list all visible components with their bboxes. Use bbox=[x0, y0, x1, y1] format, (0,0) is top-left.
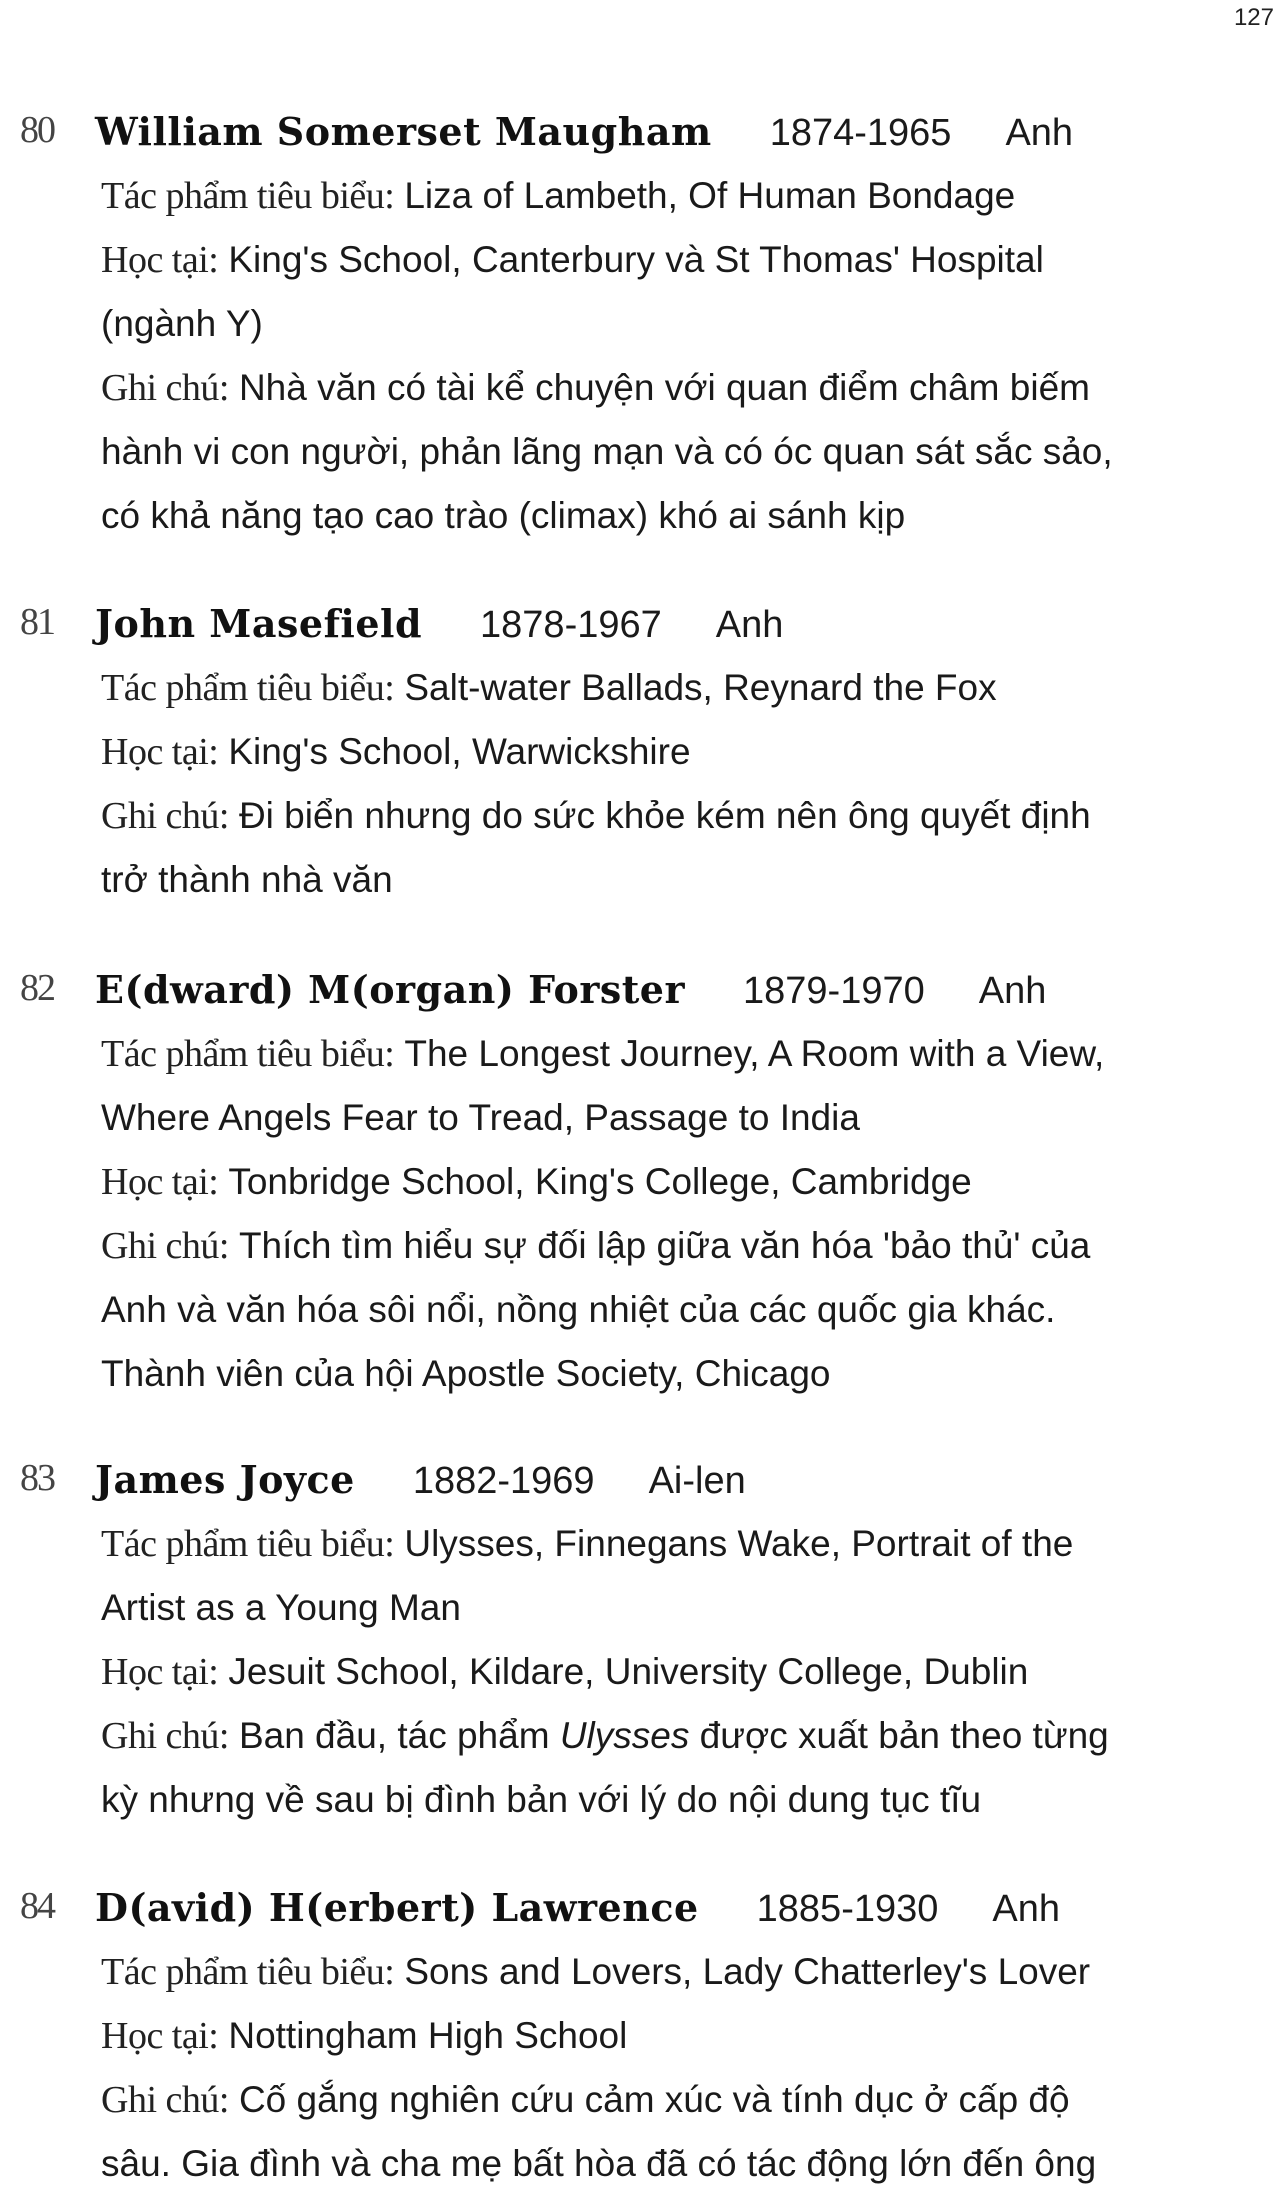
author-name: James Joyce bbox=[95, 1457, 355, 1502]
school-line bbox=[101, 236, 1044, 284]
notes-line bbox=[101, 792, 1091, 840]
works-label: Tác phẩm tiêu biểu: bbox=[101, 175, 395, 217]
works-line bbox=[101, 172, 1015, 220]
entry-number: 80 bbox=[20, 109, 54, 151]
entry-number: 82 bbox=[20, 967, 54, 1009]
author-name: John Masefield bbox=[95, 601, 423, 646]
author-years: 1882-1969 bbox=[412, 1460, 595, 1502]
page-number: 127 bbox=[1233, 4, 1274, 31]
school-label: Học tại: bbox=[101, 2015, 219, 2057]
works-text: The Longest Journey, A Room with a View, bbox=[404, 1033, 1105, 1074]
notes-line bbox=[101, 1222, 1090, 1270]
school-label: Học tại: bbox=[101, 1651, 219, 1693]
entry-heading bbox=[95, 1456, 746, 1513]
school-label: Học tại: bbox=[101, 1161, 219, 1203]
notes-line-cont: Anh và văn hóa sôi nổi, nồng nhiệt của các quốc gia khác. bbox=[101, 1289, 1056, 1330]
school-text: Tonbridge School, King's College, Cambridge bbox=[228, 1161, 972, 1202]
school-line bbox=[101, 2012, 627, 2060]
author-years: 1874-1965 bbox=[769, 112, 952, 154]
works-text: Salt-water Ballads, Reynard the Fox bbox=[404, 667, 997, 708]
works-line bbox=[101, 1520, 1073, 1568]
works-line bbox=[101, 1030, 1104, 1078]
author-name: D(avid) H(erbert) Lawrence bbox=[95, 1885, 699, 1930]
notes-label: Ghi chú: bbox=[101, 2079, 229, 2121]
notes-label: Ghi chú: bbox=[101, 1225, 229, 1267]
notes-line-cont: kỳ nhưng về sau bị đình bản với lý do nội dung tục tĩu bbox=[101, 1779, 982, 1820]
author-country: Anh bbox=[715, 604, 784, 646]
school-text: Nottingham High School bbox=[228, 2015, 628, 2056]
notes-line bbox=[101, 364, 1090, 412]
school-text: King's School, Warwickshire bbox=[228, 731, 691, 772]
works-line bbox=[101, 664, 997, 712]
notes-text: Cố gắng nghiên cứu cảm xúc và tính dục ở cấp độ bbox=[238, 2079, 1070, 2120]
author-country: Anh bbox=[1005, 112, 1074, 154]
notes-text: Nhà văn có tài kể chuyện với quan điểm châm biếm bbox=[238, 367, 1090, 408]
school-text: Jesuit School, Kildare, University College, Dublin bbox=[228, 1651, 1029, 1692]
notes-line-cont: Thành viên của hội Apostle Society, Chicago bbox=[101, 1353, 831, 1394]
author-name: William Somerset Maugham bbox=[95, 109, 712, 154]
notes-label: Ghi chú: bbox=[101, 367, 229, 409]
notes-text-italic-title: Ulysses bbox=[559, 1715, 690, 1756]
notes-line-cont: có khả năng tạo cao trào (climax) khó ai sánh kịp bbox=[101, 495, 906, 536]
works-label: Tác phẩm tiêu biểu: bbox=[101, 1951, 395, 1993]
notes-label: Ghi chú: bbox=[101, 795, 229, 837]
notes-text-after: được xuất bản theo từng bbox=[689, 1715, 1109, 1756]
entry-heading bbox=[95, 600, 783, 657]
notes-line-cont: hành vi con người, phản lãng mạn và có óc quan sát sắc sảo, bbox=[101, 431, 1113, 472]
works-line bbox=[101, 1948, 1090, 1996]
entry-heading bbox=[95, 108, 1073, 165]
entry-number: 83 bbox=[20, 1457, 54, 1499]
school-line bbox=[101, 1648, 1028, 1696]
author-country: Ai-len bbox=[648, 1460, 746, 1502]
works-line-cont: Where Angels Fear to Tread, Passage to India bbox=[101, 1097, 860, 1138]
author-years: 1885-1930 bbox=[756, 1888, 939, 1930]
works-label: Tác phẩm tiêu biểu: bbox=[101, 1033, 395, 1075]
notes-line-cont: trở thành nhà văn bbox=[101, 859, 393, 900]
works-label: Tác phẩm tiêu biểu: bbox=[101, 667, 395, 709]
notes-line-cont: sâu. Gia đình và cha mẹ bất hòa đã có tác động lớn đến ông bbox=[101, 2143, 1097, 2184]
works-label: Tác phẩm tiêu biểu: bbox=[101, 1523, 395, 1565]
notes-line bbox=[101, 1712, 1109, 1760]
author-country: Anh bbox=[978, 970, 1047, 1012]
notes-label: Ghi chú: bbox=[101, 1715, 229, 1757]
school-line bbox=[101, 728, 691, 776]
notes-text-before: Ban đầu, tác phẩm bbox=[238, 1715, 560, 1756]
works-text: Sons and Lovers, Lady Chatterley's Lover bbox=[404, 1951, 1091, 1992]
author-country: Anh bbox=[992, 1888, 1061, 1930]
school-text: King's School, Canterbury và St Thomas' Hospital bbox=[228, 239, 1044, 280]
works-line-cont: Artist as a Young Man bbox=[101, 1587, 461, 1628]
author-years: 1878-1967 bbox=[480, 604, 662, 646]
works-text: Ulysses, Finnegans Wake, Portrait of the bbox=[404, 1523, 1074, 1564]
author-years: 1879-1970 bbox=[743, 970, 925, 1012]
school-line-cont: (ngành Y) bbox=[101, 303, 263, 344]
notes-text: Thích tìm hiểu sự đối lập giữa văn hóa 'bảo thủ' của bbox=[238, 1225, 1091, 1266]
author-name: E(dward) M(organ) Forster bbox=[95, 967, 685, 1012]
entry-heading bbox=[95, 1884, 1060, 1941]
school-label: Học tại: bbox=[101, 239, 219, 281]
notes-text: Đi biển nhưng do sức khỏe kém nên ông quyết định bbox=[238, 795, 1091, 836]
entry-number: 84 bbox=[20, 1885, 54, 1927]
notes-line bbox=[101, 2076, 1070, 2124]
works-text: Liza of Lambeth, Of Human Bondage bbox=[404, 175, 1016, 216]
entry-number: 81 bbox=[20, 601, 54, 643]
school-line bbox=[101, 1158, 972, 1206]
entry-heading bbox=[95, 966, 1046, 1023]
school-label: Học tại: bbox=[101, 731, 219, 773]
